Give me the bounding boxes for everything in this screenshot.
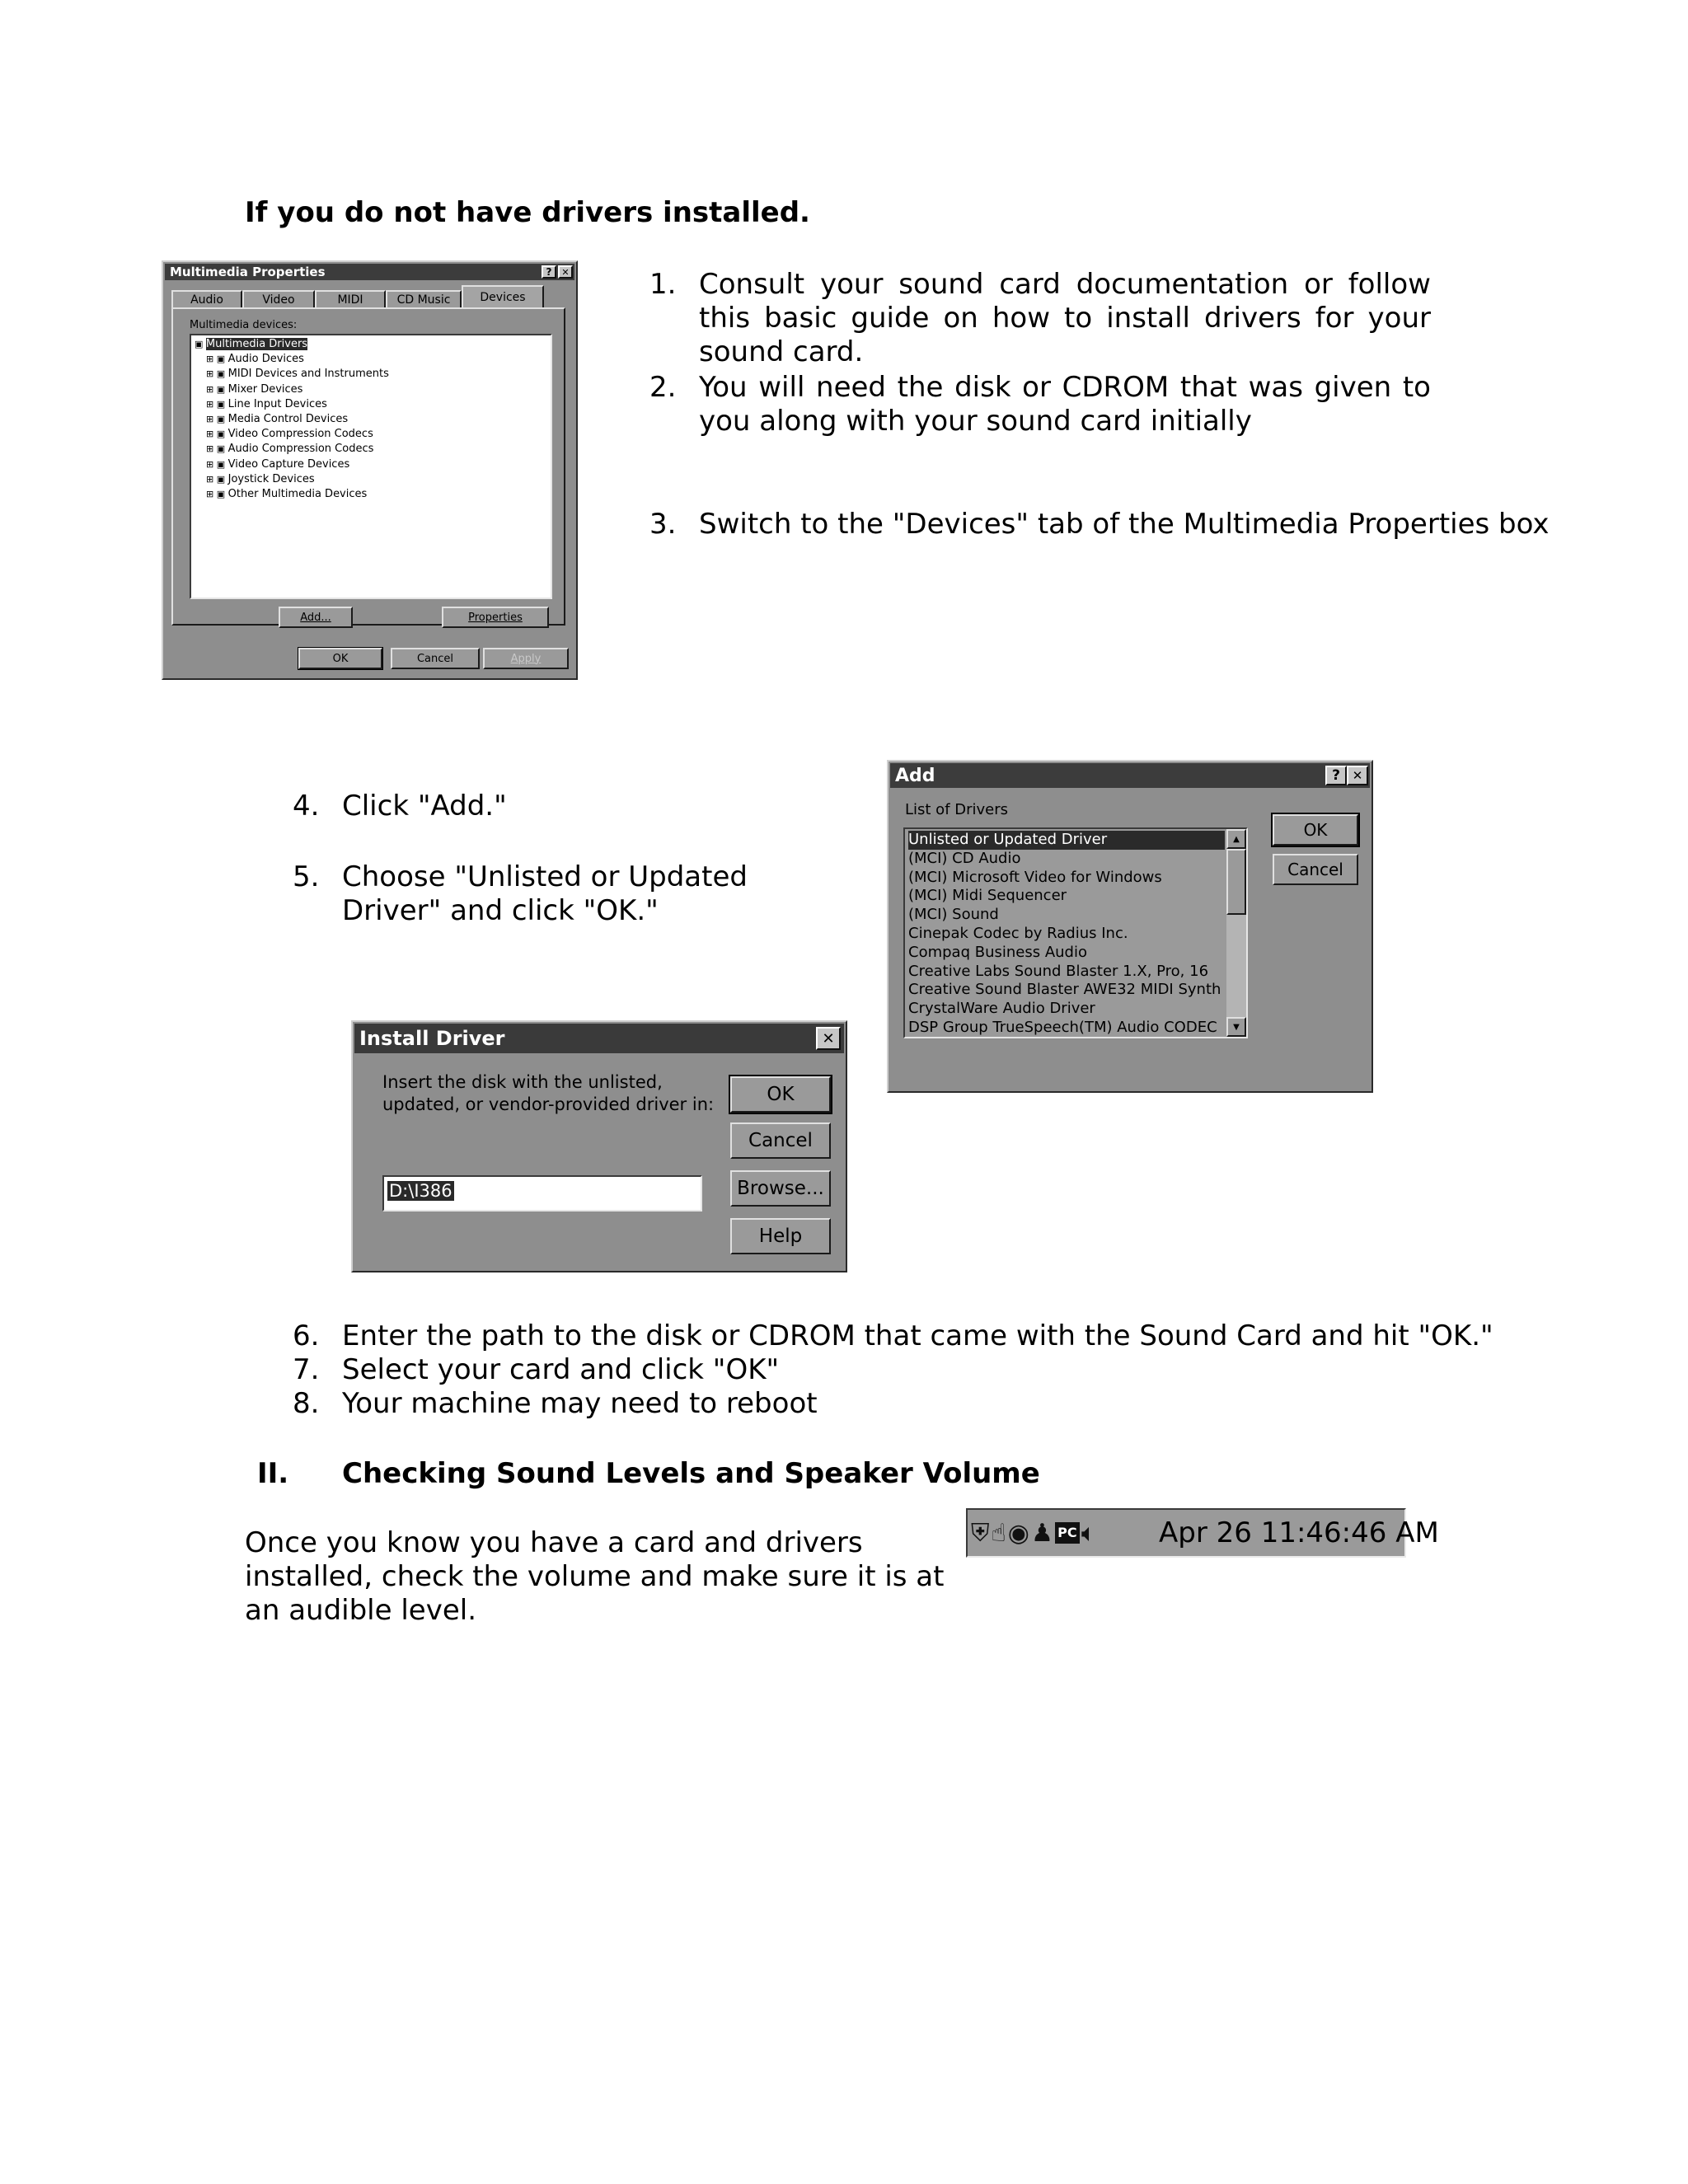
- dialog-titlebar: [165, 264, 574, 280]
- scroll-thumb[interactable]: [1226, 849, 1246, 915]
- device-icon: ▣: [216, 368, 228, 380]
- tree-item[interactable]: [195, 397, 389, 412]
- drivers-items: [908, 831, 1225, 1038]
- ok-button[interactable]: OK: [298, 648, 382, 669]
- expand-icon[interactable]: ⊞: [206, 443, 217, 455]
- drivers-list-label: List of Drivers: [905, 801, 1009, 818]
- step-7: [293, 1353, 1447, 1388]
- tree-item-label: Audio Devices: [227, 353, 304, 366]
- step-number: 5.: [293, 860, 320, 893]
- list-item[interactable]: (MCI) Microsoft Video for Windows: [908, 868, 1162, 886]
- section-heading-sound: Checking Sound Levels and Speaker Volume: [342, 1457, 1040, 1490]
- help-button[interactable]: Help: [730, 1218, 831, 1254]
- tree-item[interactable]: [195, 472, 389, 487]
- list-item[interactable]: (MCI) CD Audio: [908, 849, 1021, 867]
- tree-item-label: Line Input Devices: [227, 397, 327, 410]
- dialog-titlebar: [890, 763, 1370, 788]
- expand-icon[interactable]: ⊞: [206, 473, 217, 485]
- tree-item[interactable]: [195, 457, 389, 472]
- list-item[interactable]: Creative Sound Blaster AWE32 MIDI Synth: [908, 981, 1221, 999]
- tab-cd-music[interactable]: CD Music: [386, 290, 462, 308]
- step-text: Choose "Unlisted or Updated Driver" and click "OK.": [342, 860, 748, 927]
- expand-icon[interactable]: ⊞: [206, 458, 217, 470]
- tree-item-label: Mixer Devices: [227, 382, 303, 396]
- device-icon: ▣: [216, 354, 228, 365]
- tree-item-label: Joystick Devices: [227, 472, 315, 485]
- list-item[interactable]: Unlisted or Updated Driver: [908, 831, 1225, 850]
- tree-root-item[interactable]: [195, 337, 389, 352]
- list-item[interactable]: Cinepak Codec by Radius Inc.: [908, 924, 1128, 942]
- tree-item-label: Other Multimedia Devices: [227, 488, 368, 501]
- step-text: Your machine may need to reboot: [342, 1387, 818, 1420]
- step-4: [293, 790, 853, 827]
- dialog-title: Multimedia Properties: [170, 265, 326, 279]
- tray-icons: [971, 1515, 1096, 1551]
- expand-icon[interactable]: ⊞: [206, 398, 217, 410]
- step-1: [649, 268, 1432, 368]
- step-text: You will need the disk or CDROM that was given to you along with your sound card initially: [699, 371, 1431, 438]
- expand-icon[interactable]: ⊞: [206, 414, 217, 425]
- cancel-button[interactable]: Cancel: [1273, 854, 1358, 885]
- device-icon: ▣: [216, 429, 228, 440]
- eye-icon[interactable]: ◉: [1007, 1518, 1029, 1548]
- step-text: Click "Add.": [342, 790, 507, 823]
- section-number: II.: [257, 1457, 289, 1490]
- add-button-label: Add...: [300, 611, 331, 624]
- tree-item[interactable]: [195, 487, 389, 502]
- dialog-title: Add: [895, 765, 935, 786]
- step-number: 8.: [293, 1387, 320, 1420]
- properties-button[interactable]: [442, 607, 549, 628]
- tree-item[interactable]: [195, 367, 389, 382]
- tree-item[interactable]: [195, 412, 389, 427]
- expand-icon[interactable]: ⊞: [206, 368, 217, 380]
- step-number: 1.: [649, 268, 677, 301]
- hand-icon[interactable]: ☝: [991, 1518, 1006, 1548]
- devices-tree[interactable]: [190, 334, 552, 599]
- tab-audio[interactable]: Audio: [171, 290, 242, 308]
- step-number: 6.: [293, 1319, 320, 1352]
- help-icon[interactable]: ?: [542, 265, 556, 279]
- multimedia-properties-dialog: [162, 260, 578, 680]
- tree-items: [195, 337, 389, 502]
- tree-item-label: Multimedia Drivers: [205, 338, 308, 350]
- device-icon: ▣: [195, 339, 206, 349]
- tree-item-label: Video Compression Codecs: [227, 428, 373, 441]
- install-driver-dialog: [351, 1020, 847, 1272]
- close-icon[interactable]: ✕: [816, 1027, 841, 1050]
- tree-item-label: Media Control Devices: [227, 413, 349, 426]
- list-item[interactable]: CrystalWare Audio Driver: [908, 1000, 1095, 1018]
- shield-icon[interactable]: ⛨: [971, 1518, 990, 1548]
- step-text: Switch to the "Devices" tab of the Multimedia Properties box: [699, 508, 1550, 541]
- expand-icon[interactable]: ⊞: [206, 354, 217, 365]
- apply-button[interactable]: [483, 648, 569, 669]
- list-item[interactable]: Creative Labs Sound Blaster 1.X, Pro, 16: [908, 962, 1209, 980]
- step-text: Enter the path to the disk or CDROM that came with the Sound Card and hit "OK.": [342, 1319, 1493, 1352]
- step-text: Consult your sound card documentation or follow this basic guide on how to install drivers for your sound card.: [699, 268, 1431, 368]
- ok-button[interactable]: OK: [1273, 814, 1358, 846]
- tree-item-label: MIDI Devices and Instruments: [227, 368, 389, 381]
- apply-button-label: Apply: [510, 652, 542, 665]
- tree-item-label: Audio Compression Codecs: [227, 443, 374, 456]
- device-icon: ▣: [216, 473, 228, 485]
- step-number: 3.: [649, 508, 677, 541]
- device-icon: ▣: [216, 383, 228, 395]
- close-icon[interactable]: ✕: [558, 265, 573, 279]
- browse-button[interactable]: Browse...: [730, 1170, 831, 1207]
- tab-panel: [171, 307, 565, 626]
- step-8: [293, 1387, 1447, 1422]
- section-paragraph: Once you know you have a card and drivers installed, check the volume and make sure it is at an audible level.: [245, 1526, 945, 1627]
- step-5: [293, 860, 853, 935]
- expand-icon[interactable]: ⊞: [206, 489, 217, 500]
- step-text: Select your card and click "OK": [342, 1353, 780, 1386]
- scroll-up-icon[interactable]: ▲: [1226, 829, 1246, 849]
- device-icon: ▣: [216, 458, 228, 470]
- dialog-title: Install Driver: [359, 1027, 505, 1050]
- device-icon: ▣: [216, 398, 228, 410]
- add-button[interactable]: [279, 607, 353, 628]
- properties-button-label: Properties: [468, 611, 523, 624]
- system-tray: [966, 1508, 1439, 1558]
- tree-item-label: Video Capture Devices: [227, 457, 350, 471]
- tree-item[interactable]: [195, 352, 389, 367]
- close-icon[interactable]: ✕: [1347, 766, 1368, 785]
- step-number: 7.: [293, 1353, 320, 1386]
- listbox-scrollbar[interactable]: [1226, 829, 1246, 1037]
- list-item[interactable]: DSP Group TrueSpeech(TM) Audio CODEC: [908, 1018, 1217, 1036]
- section-heading-drivers: If you do not have drivers installed.: [245, 196, 810, 229]
- dialog-titlebar: [354, 1024, 844, 1053]
- device-icon: ▣: [216, 443, 228, 455]
- cancel-button[interactable]: Cancel: [730, 1122, 831, 1159]
- expand-icon[interactable]: ⊞: [206, 383, 217, 395]
- tab-devices[interactable]: Devices: [462, 285, 544, 308]
- speaker-icon[interactable]: 🔈︎: [1081, 1518, 1096, 1548]
- cancel-button[interactable]: Cancel: [391, 648, 480, 669]
- runner-icon[interactable]: ♟: [1030, 1518, 1053, 1548]
- tree-item[interactable]: [195, 427, 389, 442]
- devices-list-label: Multimedia devices:: [190, 319, 298, 331]
- device-icon: ▣: [216, 489, 228, 500]
- step-number: 4.: [293, 790, 320, 823]
- device-icon: ▣: [216, 414, 228, 425]
- tab-midi[interactable]: MIDI: [315, 290, 386, 308]
- add-driver-dialog: [887, 760, 1373, 1093]
- list-item[interactable]: Compaq Business Audio: [908, 943, 1087, 961]
- install-message: Insert the disk with the unlisted, updated, or vendor-provided driver in:: [382, 1072, 715, 1114]
- scroll-down-icon[interactable]: ▼: [1226, 1017, 1246, 1037]
- expand-icon[interactable]: ⊞: [206, 429, 217, 440]
- driver-path-input[interactable]: [382, 1175, 702, 1212]
- drivers-listbox[interactable]: [903, 827, 1248, 1038]
- driver-path-value: D:\I386: [389, 1181, 452, 1201]
- ok-button[interactable]: OK: [730, 1076, 831, 1113]
- network-icon[interactable]: PC: [1055, 1522, 1080, 1544]
- list-item[interactable]: (MCI) Sound: [908, 906, 999, 924]
- step-number: 2.: [649, 371, 677, 404]
- step-2: [649, 371, 1432, 445]
- tree-item[interactable]: [195, 382, 389, 397]
- step-6: [293, 1319, 1493, 1354]
- step-3: [649, 508, 1550, 545]
- help-icon[interactable]: ?: [1325, 766, 1347, 785]
- tray-clock[interactable]: Apr 26 11:46:46 AM: [1159, 1516, 1439, 1549]
- tab-video[interactable]: Video: [242, 290, 315, 308]
- tree-item[interactable]: [195, 442, 389, 457]
- list-item[interactable]: (MCI) Midi Sequencer: [908, 887, 1067, 905]
